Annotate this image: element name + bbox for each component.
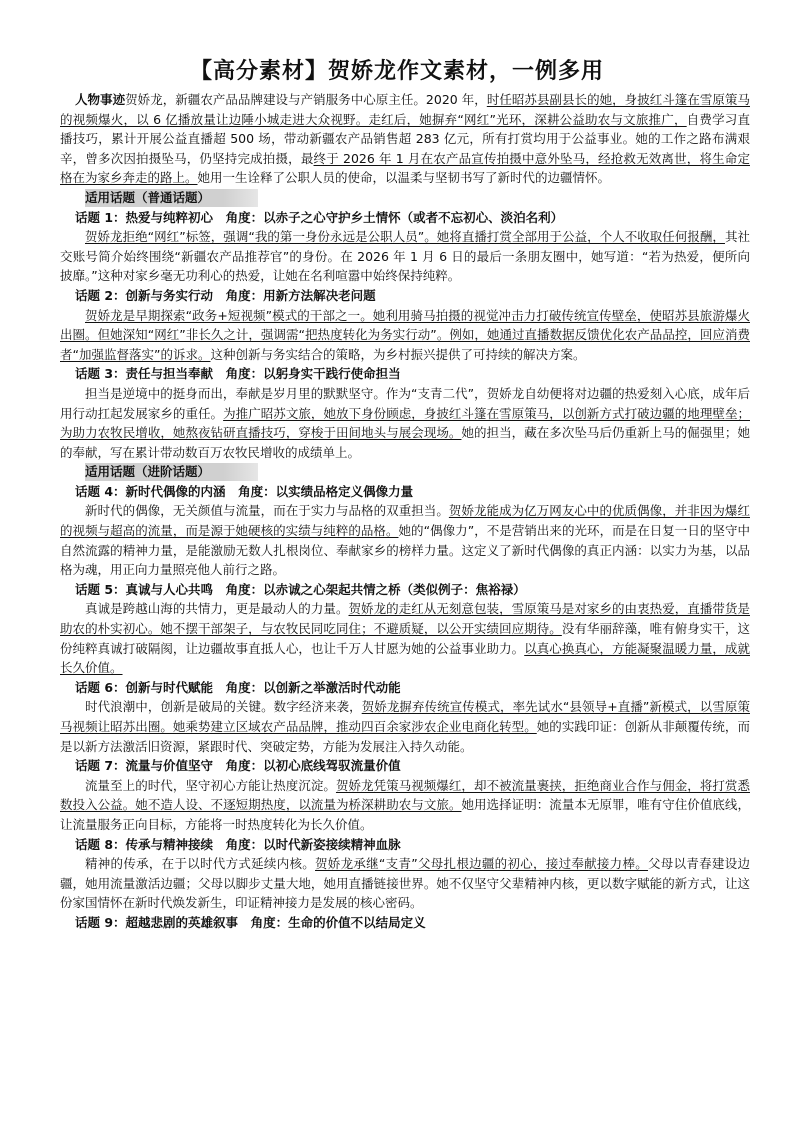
topic-angle: 角度：以躬身实干践行使命担当 [225, 366, 401, 382]
topic-angle: 角度：以时代新姿接续精神血脉 [225, 836, 401, 852]
topic-underline: 贺娇龙是早期探索“政务+短视频”模式的干部之一。她利用骑马拍摄的视觉冲击力打破传统宣传壁垒，使昭苏县旅游爆火出圈。但她深知“网红”非长久之计，强调需“把热度转化为务实行动”。例如，她通过直播数据反馈优化农产品品控，回应消费者“加强监督落实”的诉求。 [60, 307, 750, 362]
topic-angle: 角度：以实绩品格定义偶像力量 [238, 483, 414, 499]
intro-text-1: 贺娇龙，新疆农产品品牌建设与产销服务中心原主任。2020 年， [125, 92, 487, 107]
topic-text: 担当是逆境中的挺身而出，奉献是岁月里的默默坚守。作为“支青二代”，贺娇龙自幼便将对边疆的热爱刻入心底，成年后用行动扛起发展家乡的重任。 [60, 385, 750, 421]
intro-paragraph [60, 90, 750, 188]
topic-text: 精神的传承，在于以时代方式延续内核。 [85, 856, 316, 872]
topic-heading-2 [60, 286, 750, 306]
topic-paragraph-3 [60, 384, 750, 462]
topic-title: 话题 6：创新与时代赋能 [75, 679, 214, 695]
topic-title: 话题 2：创新与务实行动 [75, 287, 214, 303]
topic-heading-7 [60, 756, 750, 776]
topic-underline: 贺娇龙承继“支青”父母扎根边疆的初心，接过奉献接力棒。 [315, 856, 649, 872]
topic-title: 话题 4：新时代偶像的内涵 [75, 483, 226, 499]
topic-underline: 以真心换真心，方能凝聚温暖力量，成就长久价值。 [60, 640, 750, 676]
topic-angle: 角度：用新方法解决老问题 [225, 287, 376, 303]
topic-underline: 贺娇龙拒绝“网红”标签，强调“我的第一身份永远是公职人员”。她将直播打赏全部用于公益，个人不收取任何报酬， [85, 229, 725, 245]
topic-heading-8 [60, 835, 750, 855]
topic-text: 新时代的偶像，无关颜值与流量，而在于实力与品格的双重担当。 [85, 503, 449, 519]
topic-text: 她的“偶像力”，不是营销出来的光环，而是在日复一日的坚守中自然流露的精神力量，是能激励无数人扎根岗位、奉献家乡的榜样力量。这定义了新时代偶像的真正内涵：以实力为基，以品格为魂，用正向力量照亮他人前行之路。 [60, 523, 750, 578]
topic-underline: 贺娇龙能成为亿万网友心中的优质偶像，并非因为爆红的视频与超高的流量，而是源于她硬核的实绩与纯粹的品格。 [60, 503, 750, 539]
topic-heading-9 [60, 913, 750, 933]
section-band-common [60, 188, 750, 208]
topic-angle: 角度：以初心底线驾驭流量价值 [225, 758, 401, 774]
topic-heading-3 [60, 364, 750, 384]
topic-text: 她的实践印证：创新从非颠覆传统，而是以新方法激活旧资源，紧跟时代、突破定势，方能为发展注入持久动能。 [60, 719, 750, 754]
topic-paragraph-7 [60, 776, 750, 835]
intro-underline-2: 终于 2026 年 1 月在农产品宣传拍摄中意外坠马，经抢救无效离世，将生命定格在为家乡奔走的路上。 [60, 150, 750, 186]
topic-heading-5 [60, 580, 750, 600]
intro-text-2: 自费学习直播技巧，累计开展公益直播超 500 场，带动新疆农产品销售超 283 亿元，所有打赏均用于公益事业。她的工作之路布满艰辛，曾多次因拍摄坠马，仍坚持完成拍摄，最 [60, 111, 750, 166]
intro-underline-1: 时任昭苏县副县长的她，身披红斗篷在雪原策马的视频爆火，以 6 亿播放量让边陲小城走进大众视野。走红后，她摒弃“网红”光环，深耕公益助农与文旅推广， [60, 92, 750, 127]
topic-underline: 贺娇龙摒弃传统宣传模式，率先试水“县领导+直播”新模式，以雪原策马视频让昭苏出圈。她乘势建立区域农产品品牌，推动四百余家涉农企业电商化转型。 [60, 699, 750, 734]
topic-paragraph-8 [60, 854, 750, 913]
topic-text: 这种创新与务实结合的策略，为乡村振兴提供了可持续的解决方案。 [210, 346, 586, 362]
topic-angle: 角度：生命的价值不以结局定义 [250, 914, 426, 930]
intro-label: 人物事迹 [75, 92, 126, 107]
topic-title: 话题 3：责任与担当奉献 [75, 366, 214, 382]
topic-text: 真诚是跨越山海的共情力，更是最动人的力量。 [85, 601, 349, 617]
section-label-common: 适用话题（普通话题） [85, 189, 258, 207]
topic-title: 话题 7：流量与价值坚守 [75, 758, 214, 774]
topic-heading-6 [60, 678, 750, 698]
section-band-advanced [60, 462, 750, 482]
topic-angle: 角度：以赤诚之心架起共情之桥（类似例子：焦裕禄） [225, 581, 526, 597]
topic-text: 她用选择证明：流量本无原罪，唯有守住价值底线，让流量服务正向目标，方能将一时热度转化为长久价值。 [60, 797, 750, 832]
topic-text: 其社交账号简介始终围绕“新疆农产品推荐官”的身份。在 2026 年 1 月 6 日的最后一条朋友圈中，她写道：“若为热爱，便所向披靡。”这种对家乡毫无功利心的热爱，让她在名利喧嚣中始终保持纯粹。 [60, 229, 750, 284]
topic-paragraph-5 [60, 599, 750, 677]
topic-title: 话题 9：超越悲剧的英雄叙事 [75, 914, 239, 930]
topic-underline: 为推广昭苏文旅，她放下身份顾虑，身披红斗篷在雪原策马，以创新方式打破边疆的地理壁垒；为助力农牧民增收，她熬夜钻研直播技巧，穿梭于田间地头与展会现场。 [60, 405, 750, 441]
topic-angle: 角度：以赤子之心守护乡土情怀（或者不忘初心、淡泊名利） [225, 209, 564, 225]
topic-title: 话题 5：真诚与人心共鸣 [75, 581, 214, 597]
topic-underline: 贺娇龙的走红从无刻意包装，雪原策马是对家乡的由衷热爱，直播带货是助农的朴实初心。她不摆干部架子，与农牧民同吃同住；不避质疑，以公开实绩回应期待。 [60, 601, 750, 637]
topic-paragraph-1 [60, 227, 750, 286]
topic-paragraph-2 [60, 306, 750, 365]
topic-title: 话题 1：热爱与纯粹初心 [75, 209, 214, 225]
topic-heading-1 [60, 208, 750, 228]
topic-paragraph-6 [60, 697, 750, 756]
topic-paragraph-4 [60, 501, 750, 579]
topic-text: 时代浪潮中，创新是破局的关键。数字经济来袭， [85, 699, 362, 715]
topic-underline: 贺娇龙凭策马视频爆红，却不被流量裹挟，拒绝商业合作与佣金，将打赏悉数投入公益。她不造人设、不逐短期热度，以流量为桥深耕助农与文旅。 [60, 777, 750, 813]
topic-title: 话题 8：传承与精神接续 [75, 836, 214, 852]
topic-text: 没有华丽辞藻，唯有俯身实干，这份纯粹真诚打破隔阂，让边疆故事直抵人心，也让千万人甘愿为她的公益事业助力。 [60, 621, 750, 656]
topic-text: 她的担当，藏在多次坠马后仍重新上马的倔强里；她的奉献，写在累计带动数百万农牧民增收的成绩单上。 [60, 425, 750, 460]
document-body [60, 90, 750, 933]
topic-heading-4 [60, 482, 750, 502]
intro-text-3: 她用一生诠释了公职人员的使命，以温柔与坚韧书写了新时代的边疆情怀。 [197, 170, 611, 186]
page-title: 【高分素材】贺娇龙作文素材，一例多用 [189, 59, 604, 84]
topic-text: 流量至上的时代，坚守初心方能让热度沉淀。 [85, 777, 336, 793]
topic-text: 父母以青春建设边疆，她用流量激活边疆；父母以脚步丈量大地，她用直播链接世界。她不仅坚守父辈精神内核，更以数字赋能的新方式，让这份家国情怀在新时代焕发新生，印证精神接力是发展的核心密码。 [60, 856, 750, 911]
topic-angle: 角度：以创新之举激活时代动能 [225, 679, 401, 695]
section-label-advanced: 适用话题（进阶话题） [85, 463, 258, 481]
